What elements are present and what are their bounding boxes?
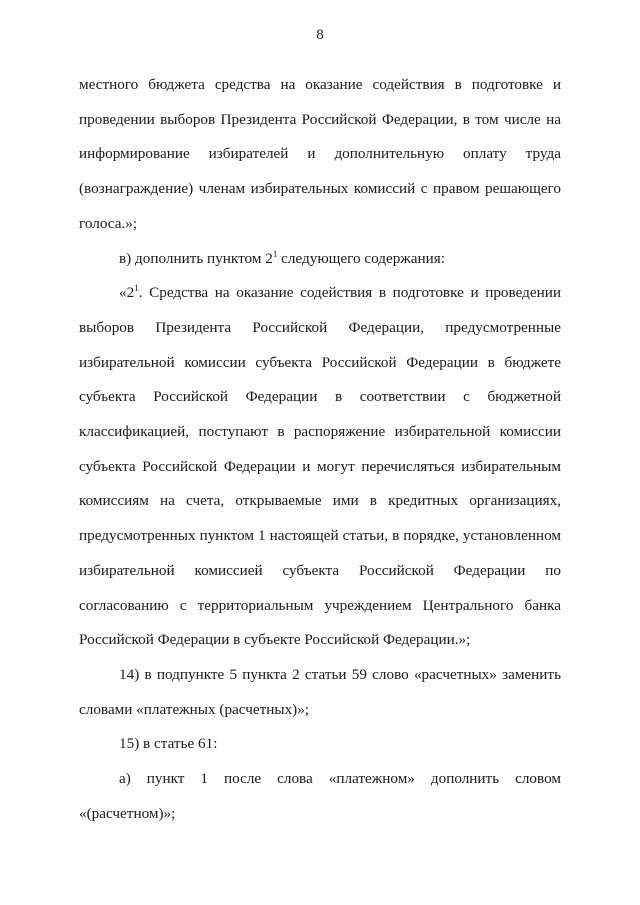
superscript: 1 xyxy=(272,248,278,259)
paragraph-add-point-text: в) дополнить пунктом 2 xyxy=(119,249,273,267)
paragraph-budget-funds: местного бюджета средства на оказание содействия в подготовке и проведении выборов Президента Российской Федерации, в том числе на информирование избирателей и дополнительную оплату труда (вознаграждение) членам избирательных комиссий с правом решающего голоса.»; xyxy=(79,76,561,232)
paragraph-add-point xyxy=(79,242,561,277)
paragraph-item-14: 14) в подпункте 5 пункта 2 статьи 59 слово «расчетных» заменить словами «платежных (расчетных)»; xyxy=(79,665,561,718)
paragraph-item-15: 15) в статье 61: xyxy=(119,735,218,753)
paragraph-point-2-1-text: . Средства на оказание содействия в подготовке и проведении выборов Президента Российской Федерации, предусмотренные избирательной комиссии субъекта Российской Федерации в бюджете субъекта Российской Федерации в соответствии с бюджетной классификацией, поступают в распоряжение избирательной комиссии субъекта Российской Федерации и могут перечисляться избирательным комиссиям на счета, открываемые ими в кредитных организациях, предусмотренных пунктом 1 настоящей статьи, в порядке, установленном избирательной комиссией субъекта Российской Федерации по согласованию с территориальным учреждением Центрального банка Российской Федерации в субъекте Российской Федерации.»; xyxy=(79,284,561,649)
document-body xyxy=(79,68,561,831)
superscript: 1 xyxy=(134,283,139,294)
paragraph-point-2-1-open: «2 xyxy=(119,284,135,302)
paragraph-item-15-a: а) пункт 1 после слова «платежном» дополнить словом «(расчетном)»; xyxy=(79,770,561,822)
paragraph-add-point-tail: следующего содержания: xyxy=(277,249,445,267)
page-number: 8 xyxy=(316,27,324,43)
paragraph-point-2-1 xyxy=(79,276,561,658)
